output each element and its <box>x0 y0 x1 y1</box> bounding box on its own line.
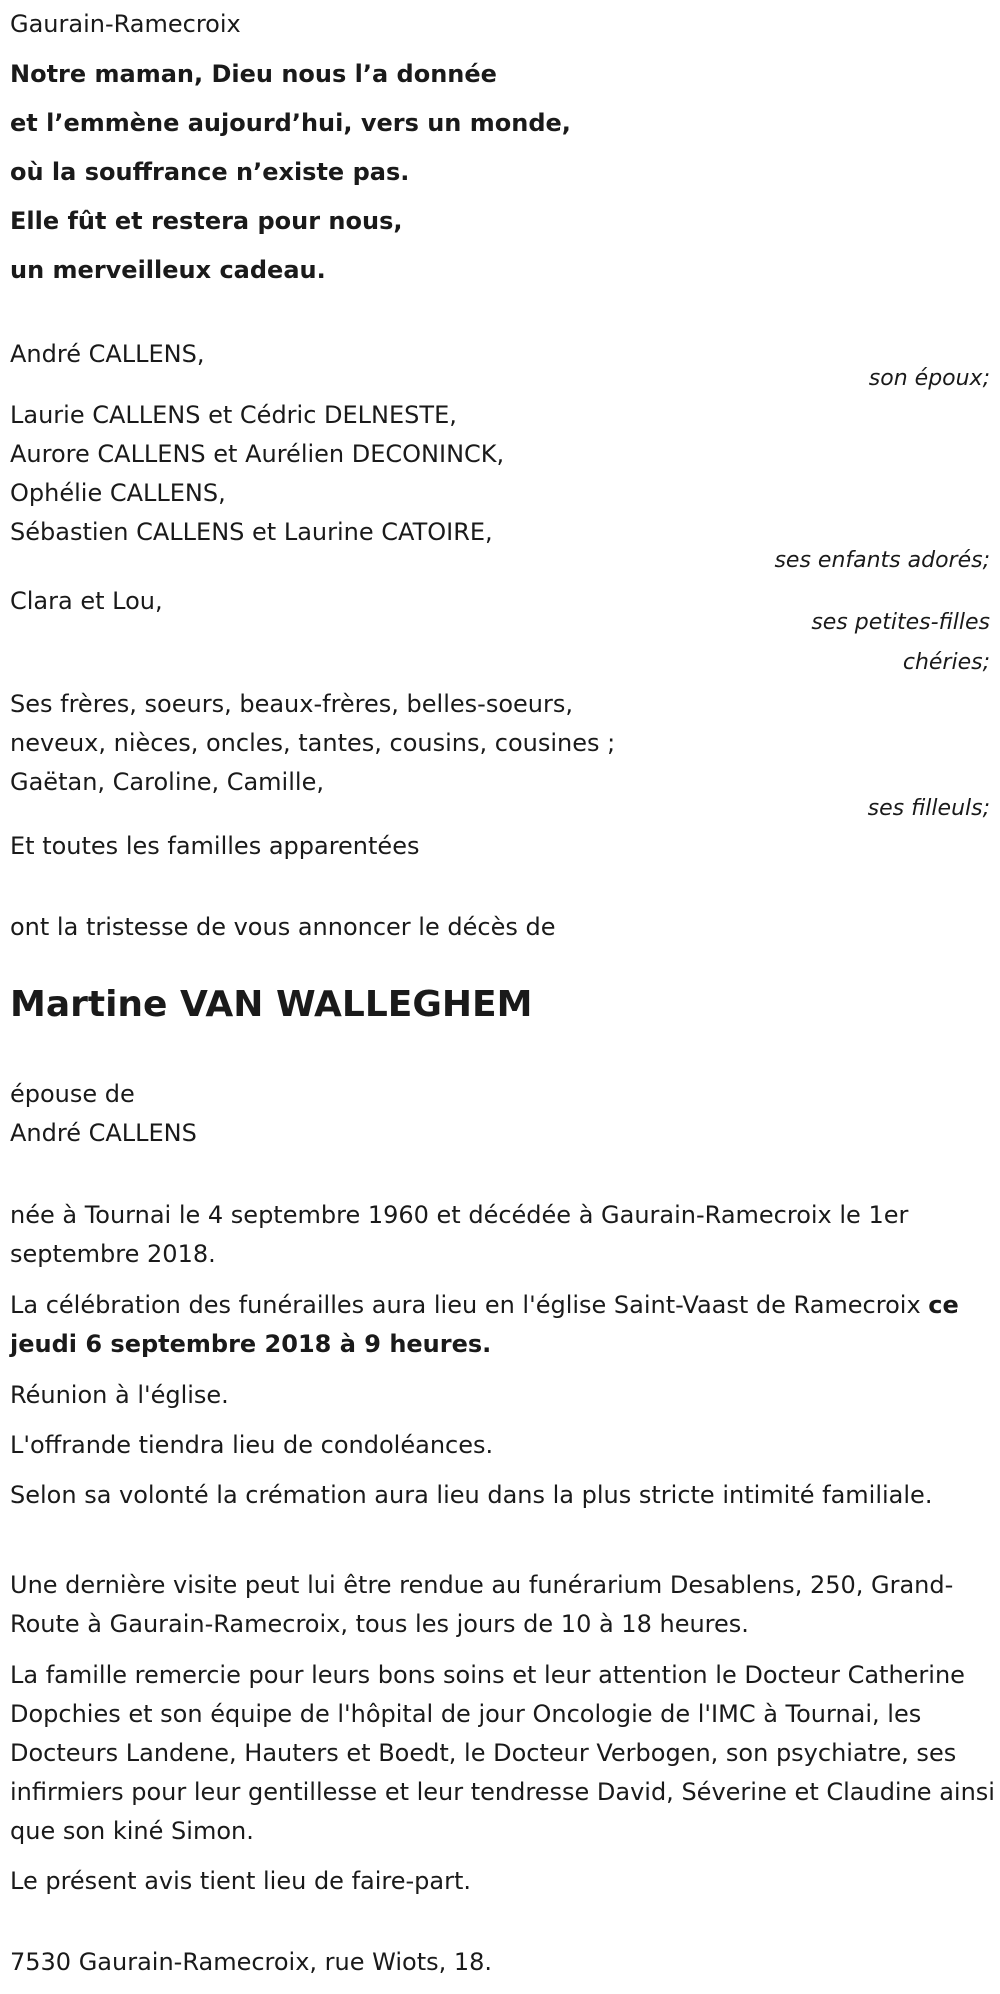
funeral-date: ce jeudi 6 septembre 2018 à 9 heures. <box>10 1291 959 1358</box>
notice-paragraph: Le présent avis tient lieu de faire-part. <box>10 1867 472 1895</box>
grandchildren-role: ses petites-filles <box>811 610 990 635</box>
offering-paragraph: L'offrande tiendra lieu de condoléances. <box>10 1431 494 1459</box>
address-text: 7530 Gaurain-Ramecroix, rue Wiots, 18. <box>10 1948 493 1976</box>
children-list <box>10 396 990 552</box>
relatives-entry: neveux, nièces, oncles, tantes, cousins, cousines ; <box>10 729 616 757</box>
families-text: Et toutes les familles apparentées <box>10 832 420 860</box>
child-entry: Ophélie CALLENS, <box>10 479 226 507</box>
funeral-paragraph <box>10 1286 995 1364</box>
memorial-quote <box>10 50 990 295</box>
grandchildren-names: Clara et Lou, <box>10 587 163 615</box>
relatives-list <box>10 685 990 802</box>
children-role: ses enfants adorés; <box>774 548 990 573</box>
husband-role: son époux; <box>868 366 990 391</box>
address-line <box>10 1943 990 1982</box>
deceased-name: Martine VAN WALLEGHEM <box>10 984 533 1025</box>
meeting-paragraph: Réunion à l'église. <box>10 1381 229 1409</box>
child-entry: Aurore CALLENS et Aurélien DECONINCK, <box>10 440 505 468</box>
thanks-paragraph: La famille remercie pour leurs bons soins et leur attention le Docteur Catherine Dopchies et son équipe de l'hôpital de jour Oncologie de l'IMC à Tournai, les Docteurs Landene, Hauters et Boedt, le Docteur Verbogen, son psychiatre, ses infirmiers pour leur gentillesse et leur tendresse David, Séverine et Claudine ainsi que son kiné Simon. <box>10 1661 995 1845</box>
husband-line <box>10 335 990 374</box>
families-line <box>10 827 990 866</box>
funeral-text: La célébration des funérailles aura lieu en l'église Saint-Vaast de Ramecroix <box>10 1291 929 1319</box>
husband-name: André CALLENS, <box>10 340 205 368</box>
birth-death-paragraph: née à Tournai le 4 septembre 1960 et décédée à Gaurain-Ramecroix le 1er septembre 2018. <box>10 1201 909 1268</box>
relatives-entry: Gaëtan, Caroline, Camille, <box>10 768 324 796</box>
quote-line: un merveilleux cadeau. <box>10 256 326 284</box>
quote-line: Elle fût et restera pour nous, <box>10 207 403 235</box>
cremation-paragraph: Selon sa volonté la crémation aura lieu dans la plus stricte intimité familiale. <box>10 1481 933 1509</box>
spouse-name: André CALLENS <box>10 1119 197 1147</box>
godchildren-role: ses filleuls; <box>867 796 990 821</box>
spouse-label: épouse de <box>10 1080 135 1108</box>
location-header <box>10 5 990 44</box>
visit-paragraph: Une dernière visite peut lui être rendue au funérarium Desablens, 250, Grand-Route à Gaurain-Ramecroix, tous les jours de 10 à 18 heures. <box>10 1571 954 1638</box>
relatives-entry: Ses frères, soeurs, beaux-frères, belles-soeurs, <box>10 690 573 718</box>
grandchildren-role-cont: chéries; <box>902 650 990 675</box>
quote-line: Notre maman, Dieu nous l’a donnée <box>10 60 497 88</box>
announcement-text: ont la tristesse de vous annoncer le décès de <box>10 913 556 941</box>
spouse-block <box>10 1075 990 1153</box>
announcement-line <box>10 908 990 947</box>
child-entry: Laurie CALLENS et Cédric DELNESTE, <box>10 401 457 429</box>
quote-line: où la souffrance n’existe pas. <box>10 158 410 186</box>
quote-line: et l’emmène aujourd’hui, vers un monde, <box>10 109 571 137</box>
location-text: Gaurain-Ramecroix <box>10 10 241 38</box>
child-entry: Sébastien CALLENS et Laurine CATOIRE, <box>10 518 493 546</box>
